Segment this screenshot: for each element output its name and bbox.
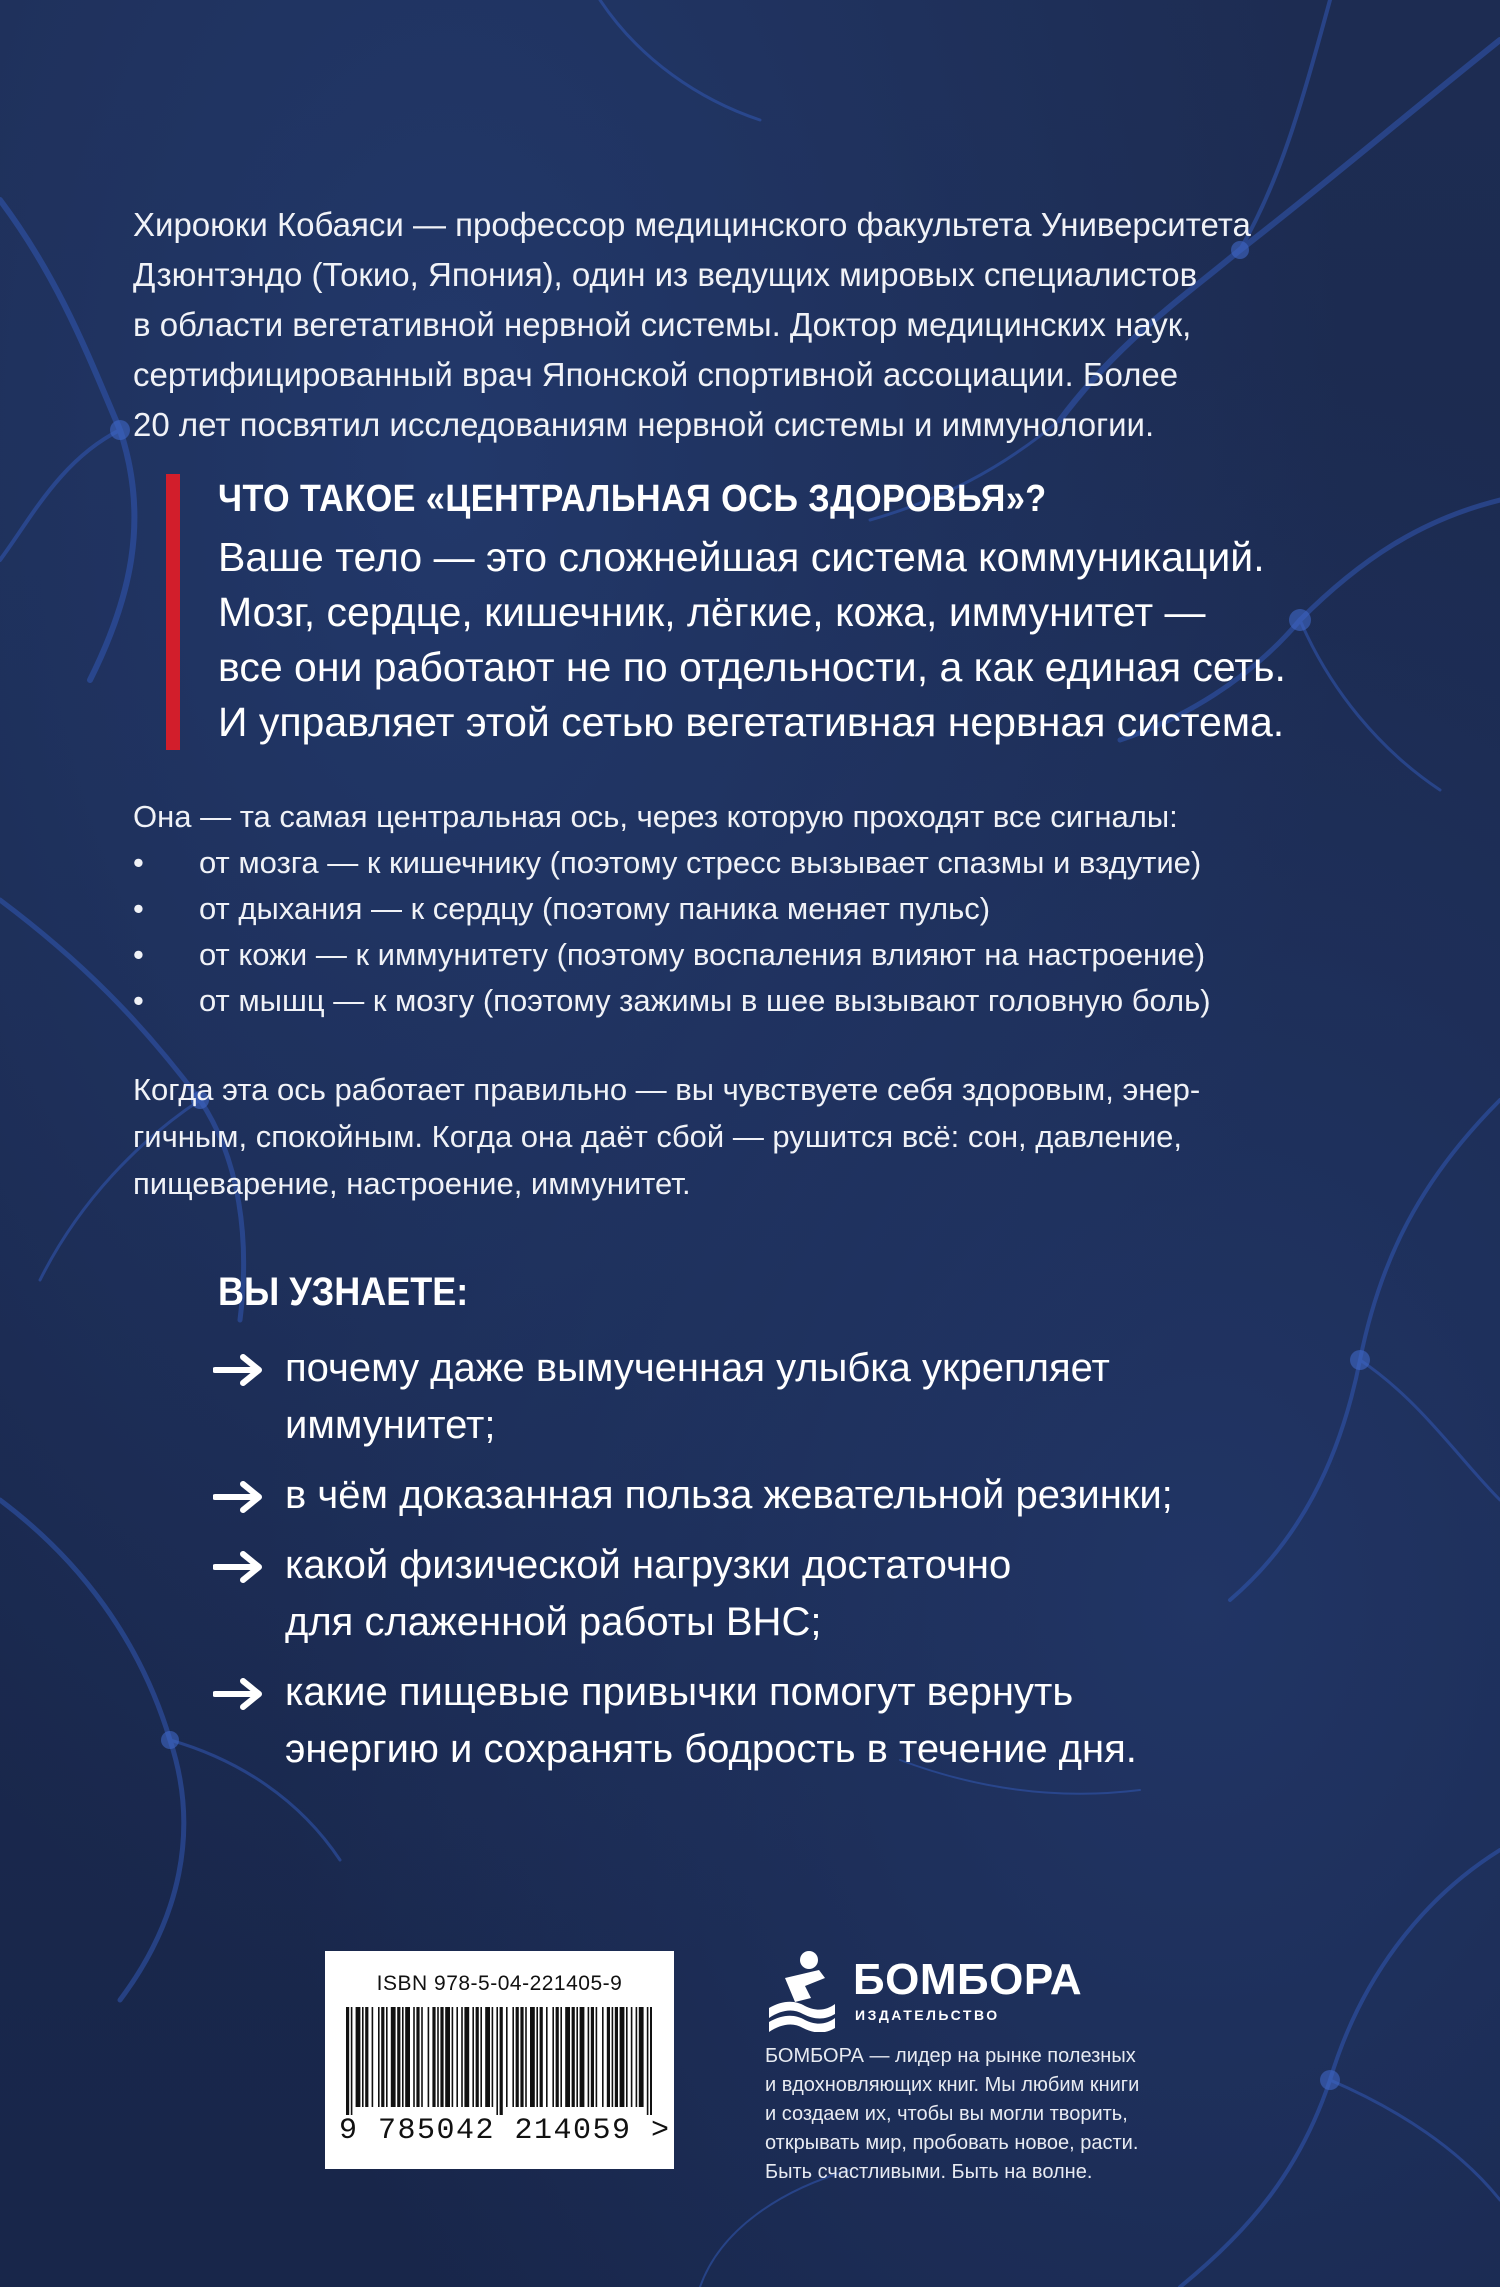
list-item <box>133 840 1383 886</box>
learn-text: энергию и сохранять бодрость в течение дня. <box>285 1727 1137 1771</box>
learn-text: для слаженной работы ВНС; <box>285 1600 822 1644</box>
publisher-description <box>765 2042 1205 2187</box>
barcode-bar <box>565 2007 570 2107</box>
health-axis-line: Ваше тело — это сложнейшая система коммуникаций. <box>218 534 1265 580</box>
barcode-bar <box>381 2007 384 2107</box>
barcode-bar <box>413 2007 415 2107</box>
barcode-bar <box>440 2007 443 2107</box>
barcode-bar <box>351 2007 353 2115</box>
barcode-bar <box>416 2007 419 2107</box>
signals-intro: Она — та самая центральная ось, через которую проходят все сигналы: <box>133 799 1178 834</box>
list-item <box>133 886 1383 932</box>
arrow-right-icon <box>213 1481 265 1513</box>
barcode-bar <box>591 2007 594 2107</box>
summary-line: Когда эта ось работает правильно — вы чувствуете себя здоровым, энер- <box>133 1072 1201 1107</box>
barcode-bar <box>576 2007 578 2107</box>
barcode-bar <box>386 2007 388 2107</box>
barcode-bar <box>391 2007 396 2107</box>
list-item <box>213 1467 1413 1524</box>
learn-heading: ВЫ УЗНАЕТЕ: <box>218 1270 469 1314</box>
list-item <box>133 978 1383 1024</box>
list-item <box>213 1340 1413 1454</box>
publisher-logo-icon <box>765 1948 837 2032</box>
learn-text: какие пищевые привычки помогут вернуть <box>285 1670 1074 1714</box>
publisher-line: БОМБОРА — лидер на рынке полезных <box>765 2045 1136 2067</box>
barcode-bar <box>372 2007 374 2107</box>
barcode-bar <box>612 2007 614 2107</box>
health-axis-section <box>166 474 1416 750</box>
author-bio <box>133 200 1373 450</box>
barcode-bar <box>596 2007 598 2107</box>
list-item <box>133 932 1383 978</box>
barcode-bar <box>437 2007 439 2107</box>
barcode-bar <box>445 2007 450 2107</box>
signal-text: от мышц — к мозгу (поэтому зажимы в шее вызывают головную боль) <box>199 983 1211 1018</box>
barcode-bar <box>506 2007 508 2107</box>
barcode-bar <box>452 2007 454 2107</box>
learn-text: какой физической нагрузки достаточно <box>285 1543 1012 1587</box>
barcode-bar <box>485 2007 490 2107</box>
barcode-image <box>346 2007 654 2115</box>
barcode-bar <box>639 2007 644 2107</box>
publisher-line: открывать мир, пробовать новое, расти. <box>765 2132 1139 2154</box>
arrow-right-icon <box>213 1678 265 1710</box>
author-bio-line: 20 лет посвятил исследованиям нервной системы и иммунологии. <box>133 406 1155 443</box>
barcode-bar <box>552 2007 554 2107</box>
barcode-bar <box>560 2007 562 2107</box>
barcode-bar <box>432 2007 435 2107</box>
publisher-line: и вдохновляющих книг. Мы любим книги <box>765 2074 1140 2096</box>
barcode-bar <box>402 2007 404 2107</box>
barcode-bar <box>556 2007 559 2107</box>
publisher-line: и создаем их, чтобы вы могли творить, <box>765 2103 1128 2125</box>
barcode-bar <box>428 2007 430 2107</box>
barcode-bar <box>421 2007 423 2107</box>
barcode-bar <box>626 2007 628 2107</box>
barcode-bar <box>516 2007 519 2107</box>
summary-line: гичным, спокойным. Когда она даёт сбой — рушится всё: сон, давление, <box>133 1119 1182 1154</box>
barcode-bar <box>530 2007 535 2107</box>
signal-text: от дыхания — к сердцу (поэтому паника меняет пульс) <box>199 891 991 926</box>
barcode-bar <box>378 2007 380 2107</box>
signal-text: от мозга — к кишечнику (поэтому стресс вызывает спазмы и вздутие) <box>199 845 1202 880</box>
signals-list <box>133 840 1383 1024</box>
publisher-line: Быть счастливыми. Быть на волне. <box>765 2161 1093 2183</box>
barcode-bar <box>405 2007 410 2107</box>
barcode-bar <box>476 2007 479 2107</box>
barcode-bar <box>356 2007 361 2107</box>
accent-bar <box>166 474 180 750</box>
barcode-bar <box>631 2007 633 2107</box>
learn-list <box>213 1340 1413 1791</box>
author-bio-line: Дзюнтэндо (Токио, Япония), один из ведущих мировых специалистов <box>133 256 1198 293</box>
barcode-bar <box>464 2007 469 2107</box>
barcode-label <box>325 1951 674 2169</box>
barcode-bar <box>647 2007 649 2115</box>
summary-line: пищеварение, настроение, иммунитет. <box>133 1166 691 1201</box>
signals-section <box>133 794 1383 1024</box>
bullet-marker: • <box>133 845 144 880</box>
bullet-marker: • <box>133 891 144 926</box>
author-bio-line: сертифицированный врач Японской спортивной ассоциации. Более <box>133 356 1179 393</box>
summary-paragraph <box>133 1066 1373 1207</box>
barcode-bar <box>456 2007 458 2107</box>
health-axis-line: все они работают не по отдельности, а как единая сеть. <box>218 644 1286 690</box>
arrow-right-icon <box>213 1551 265 1583</box>
learn-text: иммунитет; <box>285 1403 496 1447</box>
barcode-bar <box>650 2007 652 2115</box>
learn-text: почему даже вымученная улыбка укрепляет <box>285 1346 1110 1390</box>
author-bio-line: в области вегетативной нервной системы. Доктор медицинских наук, <box>133 306 1192 343</box>
barcode-bar <box>615 2007 618 2107</box>
barcode-bar <box>602 2007 604 2107</box>
barcode-bar <box>525 2007 527 2107</box>
health-axis-heading: ЧТО ТАКОЕ «ЦЕНТРАЛЬНАЯ ОСЬ ЗДОРОВЬЯ»? <box>218 478 1047 520</box>
list-item <box>213 1537 1413 1651</box>
barcode-bar <box>472 2007 474 2107</box>
health-axis-text <box>218 530 1438 750</box>
signal-text: от кожи — к иммунитету (поэтому воспаления влияют на настроение) <box>199 937 1206 972</box>
barcode-digits: 9 785042 214059 > <box>339 2114 671 2148</box>
barcode-bar <box>365 2007 368 2107</box>
barcode-bar <box>496 2007 498 2115</box>
bullet-marker: • <box>133 983 144 1018</box>
barcode-bar <box>580 2007 585 2107</box>
barcode-bar <box>536 2007 538 2107</box>
barcode-bar <box>588 2007 590 2107</box>
barcode-bar <box>607 2007 610 2107</box>
arrow-right-icon <box>213 1354 265 1386</box>
isbn-number: ISBN 978-5-04-221405-9 <box>376 1972 623 1995</box>
author-bio-line: Хироюки Кобаяси — профессор медицинского факультета Университета <box>133 206 1251 243</box>
bullet-marker: • <box>133 937 144 972</box>
barcode-bar <box>636 2007 638 2107</box>
health-axis-line: Мозг, сердце, кишечник, лёгкие, кожа, иммунитет — <box>218 589 1206 635</box>
barcode-bar <box>620 2007 625 2107</box>
barcode-bar <box>492 2007 494 2107</box>
list-item <box>213 1664 1413 1778</box>
barcode-bar <box>397 2007 400 2107</box>
health-axis-line: И управляет этой сетью вегетативная нервная система. <box>218 699 1285 745</box>
barcode-bar <box>546 2007 548 2107</box>
barcode-bar <box>500 2007 503 2115</box>
barcode-bar <box>480 2007 482 2107</box>
barcode-bar <box>572 2007 575 2107</box>
publisher-subtitle: ИЗДАТЕЛЬСТВО <box>855 2007 1000 2023</box>
barcode-bar <box>520 2007 523 2107</box>
barcode-bar <box>512 2007 514 2107</box>
learn-text: в чём доказанная польза жевательной резинки; <box>285 1473 1173 1517</box>
barcode-bar <box>346 2007 349 2115</box>
barcode-bar <box>461 2007 463 2107</box>
barcode-bar <box>540 2007 543 2107</box>
publisher-name: БОМБОРА <box>853 1955 1083 2004</box>
barcode-bar <box>362 2007 364 2107</box>
